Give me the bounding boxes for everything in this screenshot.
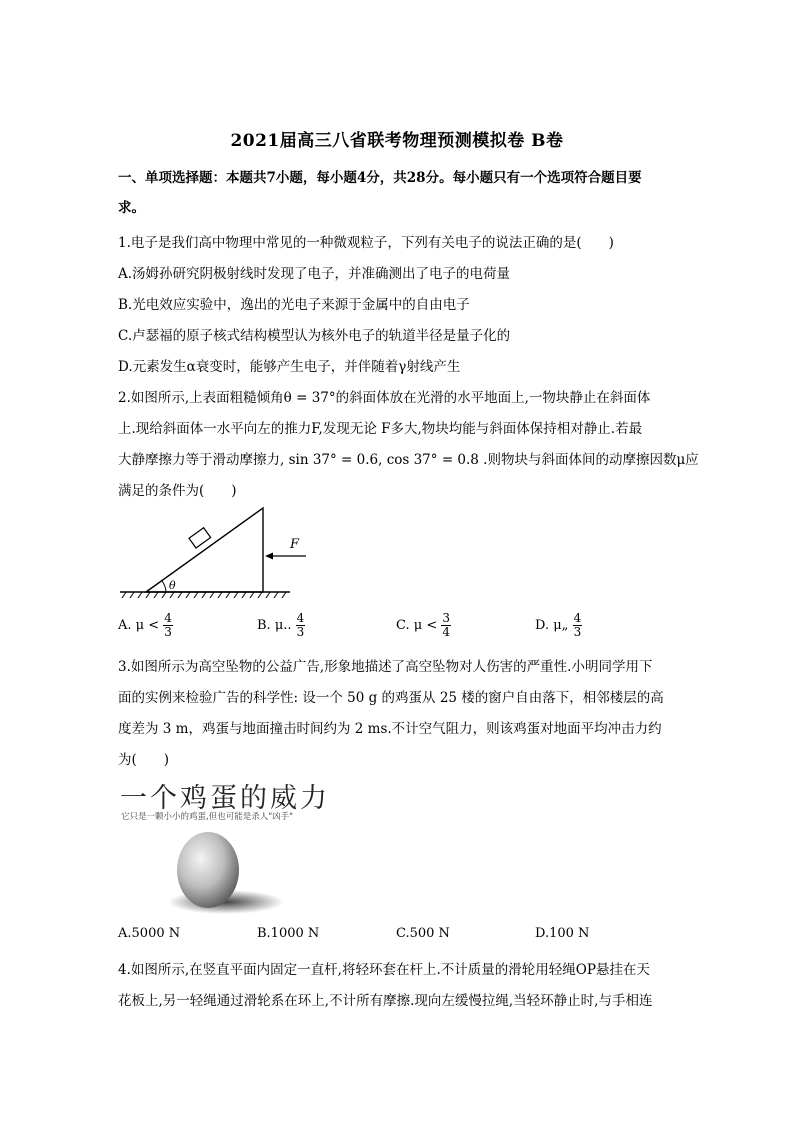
q1-stem: 1.电子是我们高中物理中常见的一种微观粒子，下列有关电子的说法正确的是( ) (118, 235, 614, 251)
q2-option-c-prefix: C. μ < (396, 618, 438, 633)
poster-title: 一个鸡蛋的威力 (120, 783, 330, 814)
q2-line2: 上.现给斜面体一水平向左的推力F,发现无论 F多大,物块均能与斜面体保持相对静止.若最 (118, 421, 643, 437)
q3-line3: 度差为 3 m，鸡蛋与地面撞击时间约为 2 ms.不计空气阻力，则该鸡蛋对地面平均冲击力约 (118, 721, 662, 737)
q2-option-b-prefix: B. μ.. (257, 618, 292, 633)
angle-arc (162, 581, 166, 592)
force-label: F (290, 537, 300, 552)
page-title: 2021届高三八省联考物理预测模拟卷 B卷 (230, 131, 564, 151)
section-heading-line2: 求。 (118, 200, 145, 216)
q2-option-d-fraction: $\frac{4}{3}$ (573, 611, 582, 639)
q4-line1: 4.如图所示,在竖直平面内固定一直杆,将轻环套在杆上.不计质量的滑轮用轻绳OP悬挂在天 (118, 962, 650, 978)
q1-option-d: D.元素发生α衰变时，能够产生电子，并伴随着γ射线产生 (118, 359, 461, 375)
q2-line4: 满足的条件为( ) (118, 483, 237, 499)
q2-option-d (535, 612, 582, 639)
q2-option-b-fraction: $\frac{4}{3}$ (296, 611, 305, 639)
q1-option-c: C.卢瑟福的原子核式结构模型认为核外电子的轨道半径是量子化的 (118, 328, 511, 344)
q1-option-b: B.光电效应实验中，逸出的光电子来源于金属中的自由电子 (118, 297, 470, 313)
q3-option-b: B.1000 N (257, 926, 320, 941)
incline-figure (118, 500, 318, 610)
q2-option-c-fraction: $\frac{3}{4}$ (442, 611, 451, 639)
force-arrowhead (265, 553, 273, 560)
q2-option-b (257, 612, 305, 639)
q2-option-a-fraction: $\frac{4}{3}$ (164, 611, 172, 639)
q2-line3: 大静摩擦力等于滑动摩擦力, sin 37° = 0.6, cos 37° = 0.8 .则物块与斜面体间的动摩擦因数μ应 (118, 452, 699, 468)
q4-line2: 花板上,另一轻绳通过滑轮系在环上,不计所有摩擦.现向左缓慢拉绳,当轻环静止时,与手相连 (118, 993, 653, 1009)
q2-option-c (396, 612, 451, 639)
q2-option-d-prefix: D. μ„ (535, 618, 569, 633)
section-heading-line1: 一、单项选择题：本题共7小题，每小题4分，共28分。每小题只有一个选项符合题目要 (118, 170, 642, 186)
q3-line2: 面的实例来检验广告的科学性: 设一个 50 g 的鸡蛋从 25 楼的窗户自由落下，相邻楼层的高 (118, 690, 664, 706)
q3-option-c: C.500 N (396, 926, 450, 941)
egg-shape (177, 832, 239, 908)
egg-image (118, 822, 318, 918)
q2-option-a (118, 612, 173, 639)
q2-option-a-prefix: A. μ < (118, 618, 160, 633)
incline-wedge (146, 508, 263, 592)
ground-hatching (122, 592, 286, 598)
q3-line4: 为( ) (118, 752, 170, 768)
poster-subtitle: 它只是一颗小小的鸡蛋,但也可能是杀人"凶手" (121, 812, 294, 822)
q1-option-a: A.汤姆孙研究阴极射线时发现了电子，并准确测出了电子的电荷量 (118, 266, 511, 282)
block (189, 528, 211, 548)
q3-line1: 3.如图所示为高空坠物的公益广告,形象地描述了高空坠物对人伤害的严重性.小明同学用下 (118, 659, 653, 675)
q2-line1: 2.如图所示,上表面粗糙倾角θ = 37°的斜面体放在光滑的水平地面上,一物块静止在斜面体 (118, 390, 651, 406)
angle-label: θ (169, 579, 176, 592)
q3-option-d: D.100 N (535, 926, 590, 941)
q3-option-a: A.5000 N (118, 926, 181, 941)
